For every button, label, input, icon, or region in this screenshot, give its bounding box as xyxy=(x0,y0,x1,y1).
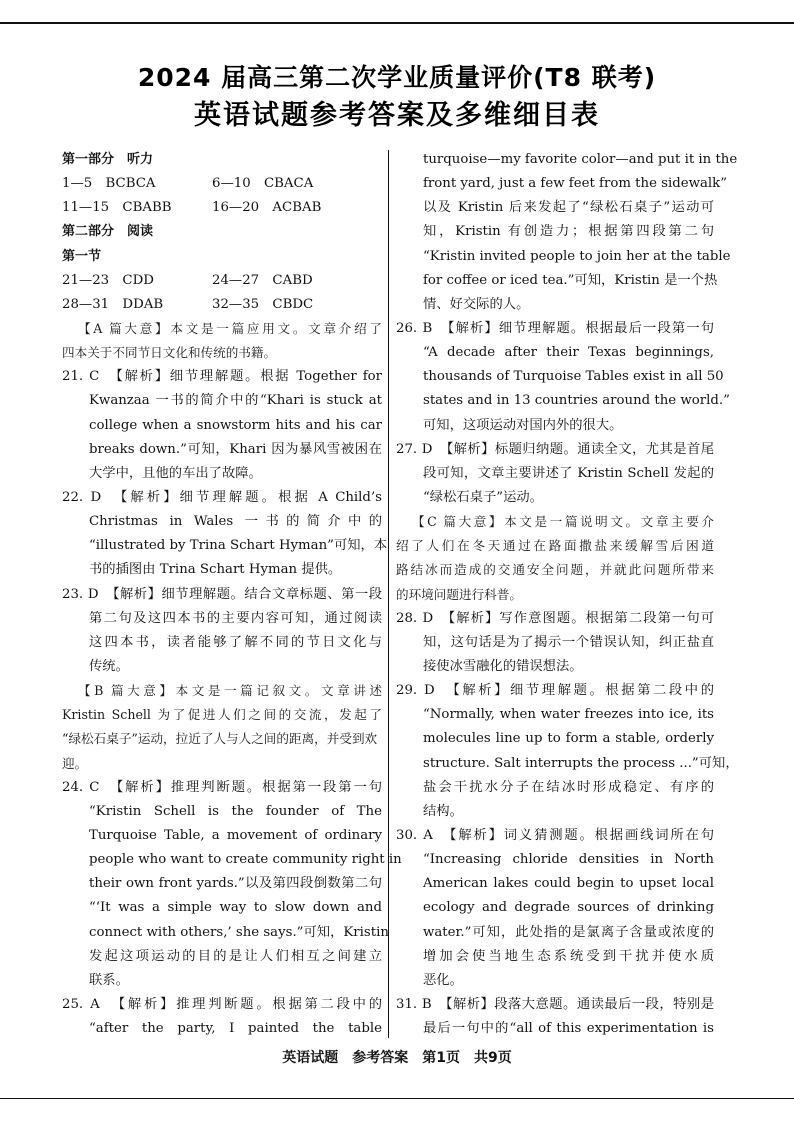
answer-explanation-line: 28. D 【解析】写作意图题。根据第二段第一句可 xyxy=(396,610,714,626)
answer-explanation-line: 26. B 【解析】细节理解题。根据最后一段第一句 xyxy=(396,320,714,336)
answer-key-group: 21—23 CDD xyxy=(62,272,154,288)
left-column xyxy=(62,148,402,1041)
answer-explanation-line: “绿松石桌子”运动。 xyxy=(423,489,543,505)
answer-explanation-line: 第二句及这四本书的主要内容可知，通过阅读 xyxy=(89,610,382,626)
passage-summary-line: 【C 篇大意】本文是一篇说明文。文章主要介 xyxy=(412,514,714,530)
answer-explanation-line: ecology and degrade sources of drinking xyxy=(423,900,714,916)
answer-explanation-line: “Increasing chloride densities in North xyxy=(423,852,714,868)
answer-explanation-line: “after the party, I painted the table xyxy=(89,1021,382,1037)
answer-explanation-line: “Kristin Schell is the founder of The xyxy=(89,803,382,819)
answer-explanation-line: American lakes could begin to upset local xyxy=(423,876,714,892)
passage-summary-line: 路结冰而造成的交通安全问题，并就此问题所带来 xyxy=(396,562,714,578)
answer-explanation-line: 增加会使当地生态系统受到干扰并使水质 xyxy=(423,948,714,964)
answer-explanation-line: 联系。 xyxy=(89,972,129,988)
answer-explanation-line: water.”可知，此处指的是氯离子含量或浓度的 xyxy=(423,924,714,940)
answer-explanation-line: 24. C 【解析】推理判断题。根据第一段第一句 xyxy=(62,779,382,795)
passage-summary-line: 【B 篇大意】本文是一篇记叙文。文章讲述 xyxy=(78,683,382,699)
answer-explanation-line: 发起这项运动的目的是让人们相互之间建立 xyxy=(89,948,382,964)
answer-explanation-line: turquoise—my favorite color—and put it in the xyxy=(423,152,738,167)
answer-explanation-line: 段可知，文章主要讲述了 Kristin Schell 发起的 xyxy=(423,465,714,481)
passage-summary-line: “绿松石桌子”运动，拉近了人与人之间的距离，并受到欢迎。 xyxy=(62,731,378,771)
answer-key-group: 1—5 BCBCA xyxy=(62,176,156,192)
answer-key-group: 24—27 CABD xyxy=(212,272,313,288)
answer-explanation-line: thousands of Turquoise Tables exist in all 50 xyxy=(423,369,724,385)
answer-explanation-line: for coffee or iced tea.”可知，Kristin 是一个热 xyxy=(423,272,718,288)
passage-summary-line: 四本关于不同节日文化和传统的书籍。 xyxy=(62,345,277,361)
answer-explanation-line: states and in 13 countries around the world.” xyxy=(423,393,730,409)
answer-explanation-line: 以及 Kristin 后来发起了“绿松石桌子”运动可 xyxy=(423,200,714,216)
document-title: 2024 届高三第二次学业质量评价(T8 联考) xyxy=(137,63,657,92)
answer-explanation-line: structure. Salt interrupts the process ...”可知， xyxy=(423,755,739,771)
answer-explanation-line: 30. A 【解析】词义猜测题。根据画线词所在句 xyxy=(396,827,714,843)
answer-key-row xyxy=(62,196,382,220)
document-subtitle: 英语试题参考答案及多维细目表 xyxy=(194,100,600,131)
answer-key-row xyxy=(62,172,382,196)
answer-explanation-line: 29. D 【解析】细节理解题。根据第二段中的 xyxy=(396,683,714,699)
answer-explanation-line: 结构。 xyxy=(423,803,463,819)
answer-explanation-line: breaks down.”可知，Khari 因为暴风雪被困在 xyxy=(89,441,382,457)
answer-explanation-line: molecules line up to form a stable, orderly xyxy=(423,731,714,747)
answer-explanation-line: their own front yards.”以及第四段倒数第二句 xyxy=(89,876,382,892)
answer-explanation-line: 22. D 【解析】细节理解题。根据 A Child’s xyxy=(62,489,382,505)
section-heading: 第一节 xyxy=(62,248,102,264)
answer-explanation-line: “Kristin invited people to join her at the table xyxy=(423,248,731,264)
answer-key-group: 32—35 CBDC xyxy=(212,296,314,312)
answer-explanation-line: front yard, just a few feet from the sidewalk” xyxy=(423,176,728,192)
answer-explanation-line: 传统。 xyxy=(89,658,129,674)
answer-explanation-line: 书的插图由 Trina Schart Hyman 提供。 xyxy=(89,562,342,578)
answer-explanation-line: 知，Kristin 有创造力；根据第四段第二句 xyxy=(423,224,714,240)
section-heading: 第一部分 听力 xyxy=(62,152,154,167)
answer-explanation-line: 恶化。 xyxy=(423,972,463,988)
right-column xyxy=(396,148,739,1041)
answer-explanation-line: 这四本书，读者能够了解不同的节日文化与 xyxy=(89,634,382,650)
answer-explanation-line: Turquoise Table, a movement of ordinary xyxy=(89,827,382,843)
top-rule xyxy=(0,22,794,24)
passage-summary-line: Kristin Schell 为了促进人们之间的交流，发起了 xyxy=(62,707,382,723)
answer-explanation-line: “Normally, when water freezes into ice, its xyxy=(423,707,714,723)
answer-key-group: 16—20 ACBAB xyxy=(212,200,322,216)
passage-summary-line: 的环境问题进行科普。 xyxy=(396,586,522,602)
answer-explanation-line: 25. A 【解析】推理判断题。根据第二段中的 xyxy=(62,996,382,1012)
answer-explanation-line: 27. D 【解析】标题归纳题。通读全文，尤其是首尾 xyxy=(396,441,714,457)
answer-explanation-line: college when a snowstorm hits and his car xyxy=(89,417,382,433)
answer-key-group: 28—31 DDAB xyxy=(62,296,164,312)
answer-explanation-line: “illustrated by Trina Schart Hyman”可知，本 xyxy=(89,538,388,554)
answer-explanation-line: 接使冰雪融化的错误想法。 xyxy=(423,658,583,674)
answer-key-group: 11—15 CBABB xyxy=(62,200,172,216)
bottom-rule xyxy=(0,1098,794,1099)
answer-explanation-line: 最后一句中的“all of this experimentation is xyxy=(423,1021,714,1037)
answer-explanation-line: Christmas in Wales 一书的简介中的 xyxy=(89,514,382,530)
passage-summary-line: 【A 篇大意】本文是一篇应用文。文章介绍了 xyxy=(78,320,382,336)
answer-key-row xyxy=(62,269,382,293)
answer-explanation-line: 知，这句话是为了揭示一个错误认知，纠正盐直 xyxy=(423,634,714,650)
answer-explanation-line: 情、好交际的人。 xyxy=(423,296,530,312)
answer-explanation-line: 31. B 【解析】段落大意题。通读最后一段，特别是 xyxy=(396,996,714,1012)
answer-explanation-line: 23. D 【解析】细节理解题。结合文章标题、第一段 xyxy=(62,586,382,602)
passage-summary-line: 绍了人们在冬天通过在路面撒盐来缓解雪后困道 xyxy=(396,538,714,554)
answer-key-group: 6—10 CBACA xyxy=(212,176,314,192)
answer-explanation-line: “A decade after their Texas beginnings, xyxy=(423,345,714,361)
page-footer: 英语试题 参考答案 第1页 共9页 xyxy=(282,1050,512,1066)
answer-explanation-line: Kwanzaa 一书的简介中的“Khari is stuck at xyxy=(89,393,382,409)
answer-explanation-line: connect with others,’ she says.”可知，Kristin xyxy=(89,924,389,940)
answer-explanation-line: 盐会干扰水分子在结冰时形成稳定、有序的 xyxy=(423,779,714,795)
answer-key-row xyxy=(62,293,382,317)
answer-explanation-line: 可知，这项运动对国内外的很大。 xyxy=(423,417,623,433)
answer-explanation-line: 大学中，且他的车出了故障。 xyxy=(89,465,262,481)
section-heading: 第二部分 阅读 xyxy=(62,224,154,240)
answer-explanation-line: people who want to create community right in xyxy=(89,852,402,868)
answer-explanation-line: “‘It was a simple way to slow down and xyxy=(89,900,382,916)
column-divider xyxy=(388,150,389,1038)
answer-explanation-line: 21. C 【解析】细节理解题。根据 Together for xyxy=(62,369,382,385)
